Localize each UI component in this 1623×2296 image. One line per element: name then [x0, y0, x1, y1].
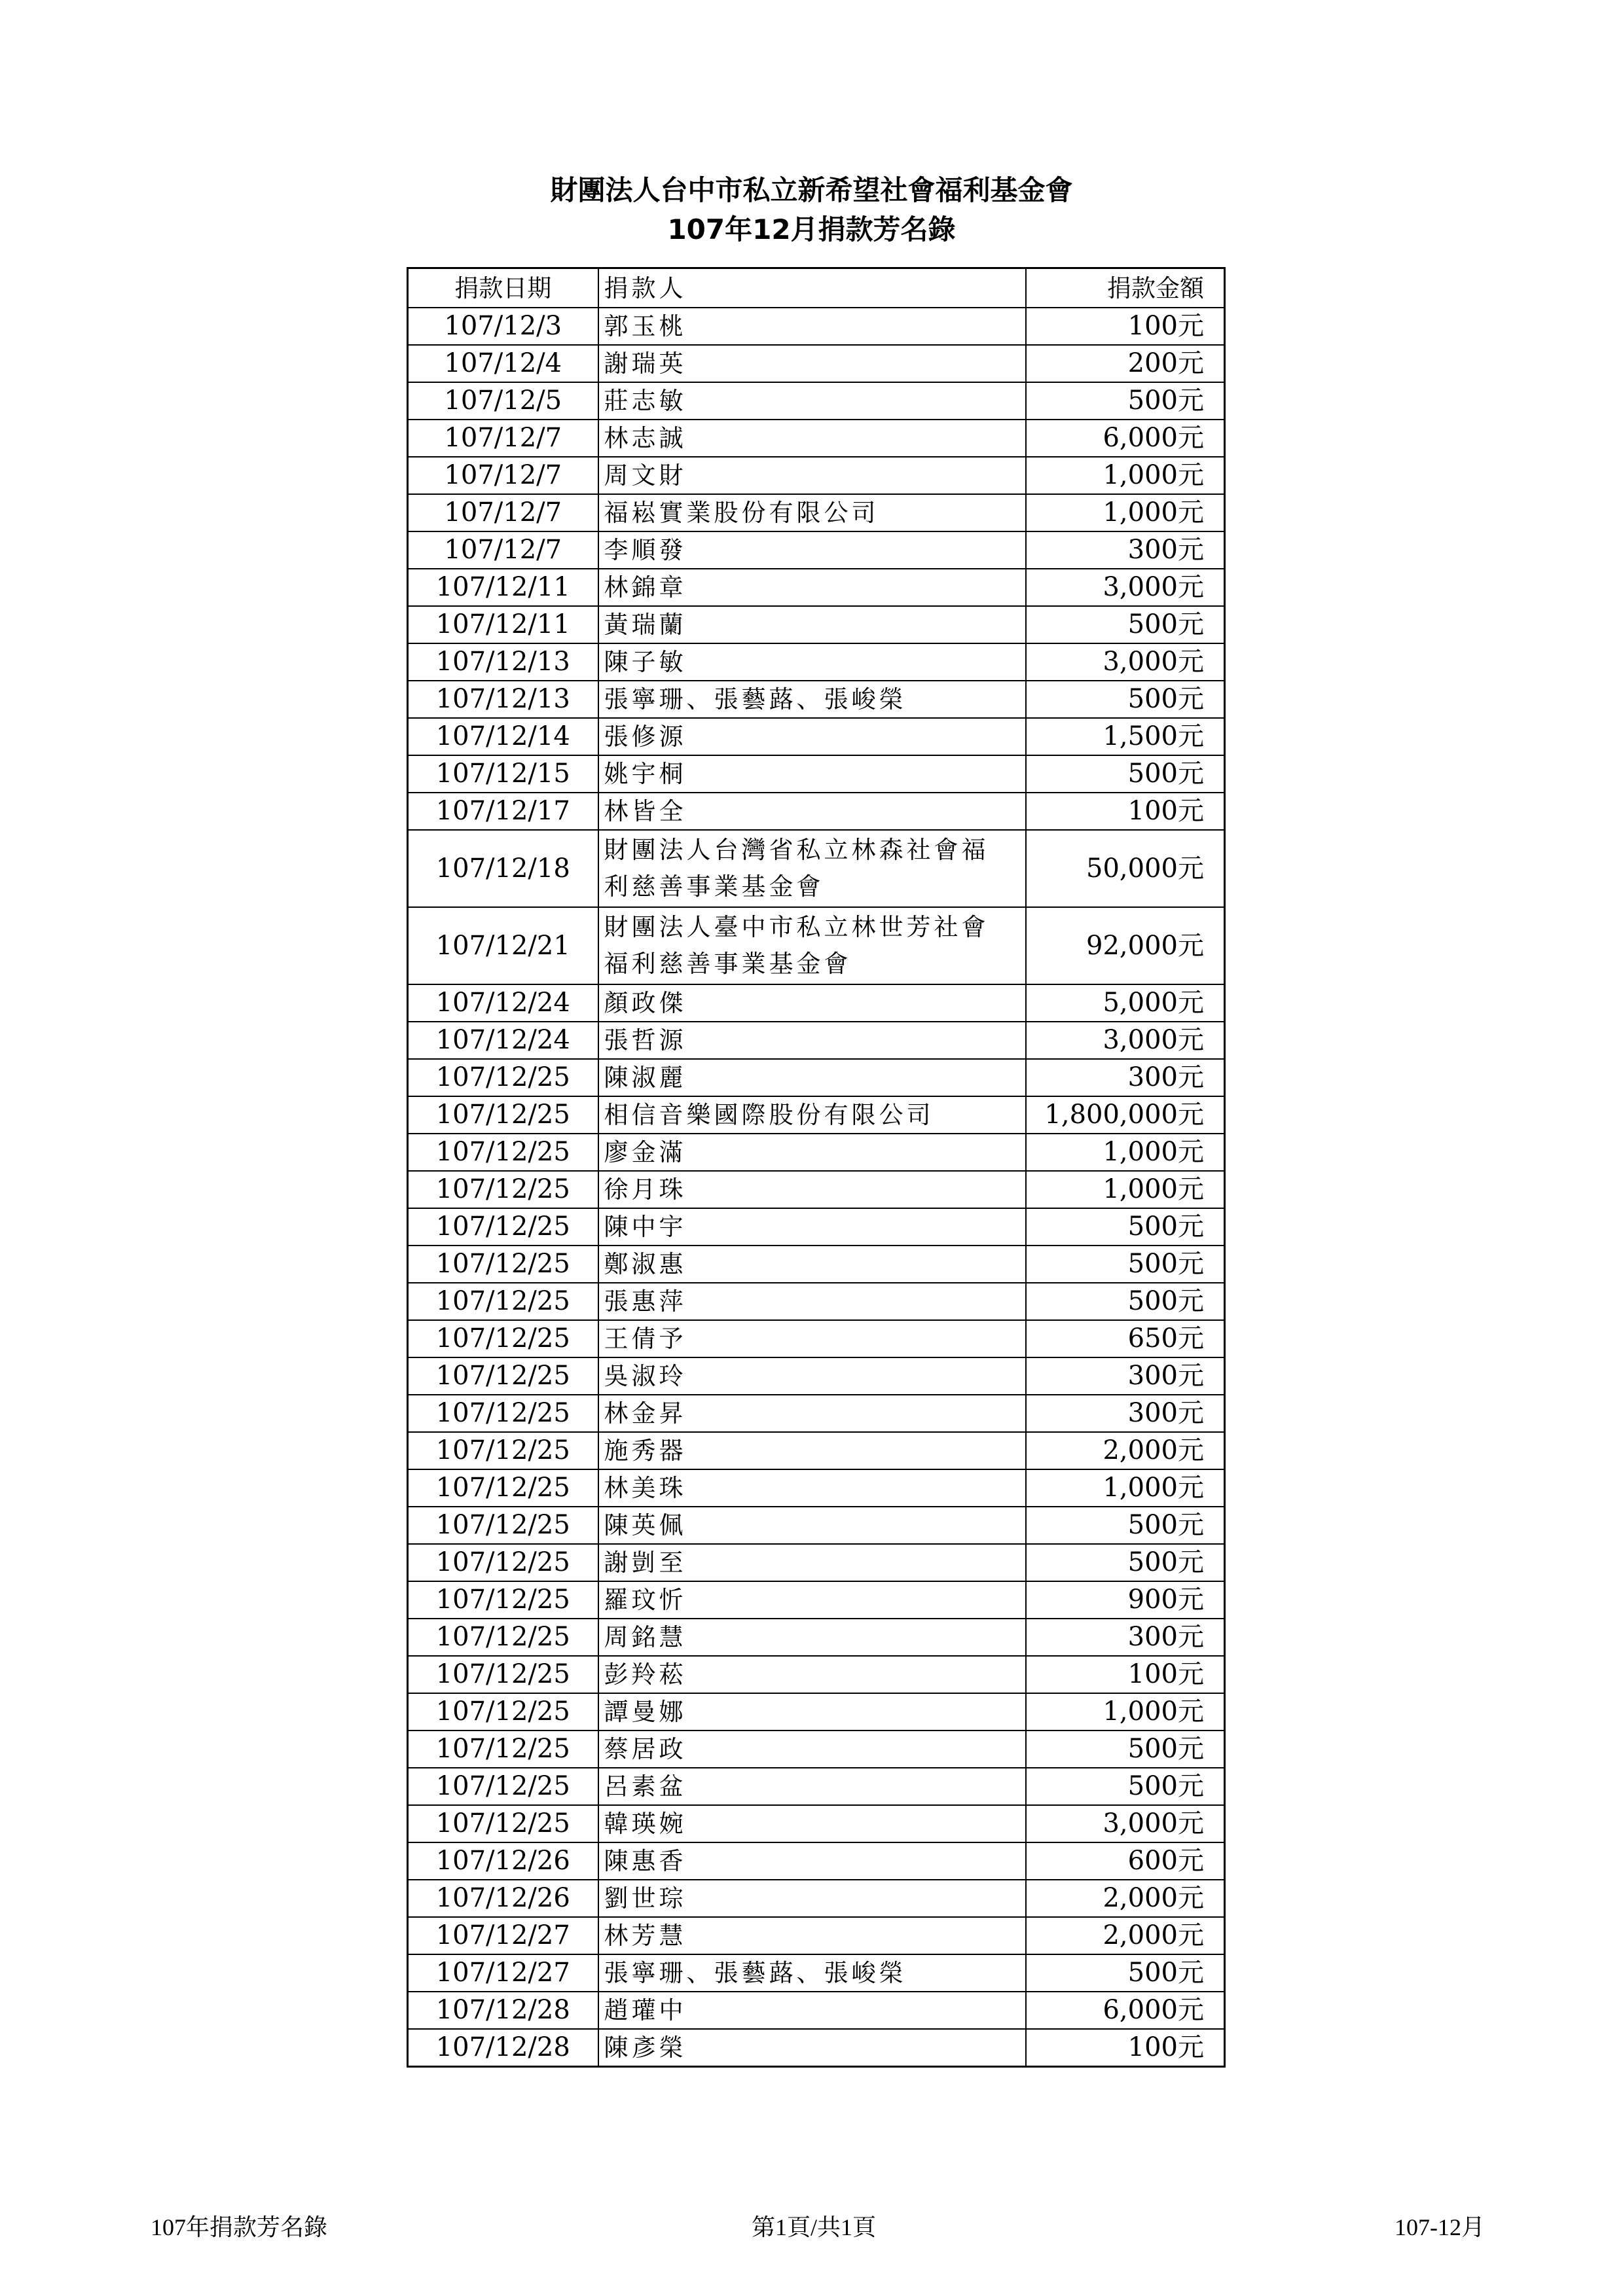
- row-amount: 100元: [1026, 793, 1225, 830]
- row-amount: 5,000元: [1026, 984, 1225, 1022]
- row-amount: 1,000元: [1026, 1171, 1225, 1208]
- table-row: [408, 531, 1225, 569]
- row-donor: 林金昇: [598, 1395, 1026, 1432]
- table-row: [408, 494, 1225, 531]
- row-amount: 2,000元: [1026, 1917, 1225, 1954]
- document-subtitle: 107年12月捐款芳名錄: [667, 213, 956, 245]
- row-donor: 張惠萍: [598, 1283, 1026, 1320]
- table-row: [408, 308, 1225, 345]
- row-amount: 92,000元: [1026, 907, 1225, 984]
- row-amount: 500元: [1026, 1246, 1225, 1283]
- row-date: 107/12/27: [408, 1954, 598, 1992]
- row-amount: 900元: [1026, 1581, 1225, 1619]
- row-donor: 財團法人台灣省私立林森社會福利慈善事業基金會: [598, 830, 1026, 907]
- row-date: 107/12/25: [408, 1469, 598, 1507]
- table-row: [408, 1544, 1225, 1581]
- table-row: [408, 1469, 1225, 1507]
- row-date: 107/12/25: [408, 1096, 598, 1134]
- row-date: 107/12/25: [408, 1581, 598, 1619]
- row-donor: 林志誠: [598, 420, 1026, 457]
- row-date: 107/12/25: [408, 1134, 598, 1171]
- row-donor: 謝剴至: [598, 1544, 1026, 1581]
- row-donor: 韓瑛婉: [598, 1805, 1026, 1842]
- row-date: 107/12/14: [408, 718, 598, 755]
- row-amount: 100元: [1026, 2029, 1225, 2067]
- row-donor: 陳彥榮: [598, 2029, 1026, 2067]
- row-donor: 陳英佩: [598, 1507, 1026, 1544]
- table-row: [408, 1096, 1225, 1134]
- table-row: [408, 1507, 1225, 1544]
- table-row: [408, 643, 1225, 681]
- row-date: 107/12/25: [408, 1246, 598, 1283]
- footer-page-number: 第1頁/共1頁: [752, 2214, 877, 2240]
- row-donor: 鄭淑惠: [598, 1246, 1026, 1283]
- row-donor: 郭玉桃: [598, 308, 1026, 345]
- row-donor: 陳子敏: [598, 643, 1026, 681]
- row-date: 107/12/13: [408, 681, 598, 718]
- row-donor: 呂素盆: [598, 1768, 1026, 1805]
- row-amount: 2,000元: [1026, 1432, 1225, 1469]
- table-row: [408, 345, 1225, 382]
- row-donor: 劉世琮: [598, 1880, 1026, 1917]
- row-donor: 張寧珊、張藝蕗、張峻榮: [598, 1954, 1026, 1992]
- row-date: 107/12/18: [408, 830, 598, 907]
- row-amount: 6,000元: [1026, 1992, 1225, 2029]
- row-donor: 陳淑麗: [598, 1059, 1026, 1096]
- row-amount: 200元: [1026, 345, 1225, 382]
- table-row: [408, 1246, 1225, 1283]
- row-amount: 500元: [1026, 382, 1225, 420]
- row-date: 107/12/13: [408, 643, 598, 681]
- row-date: 107/12/25: [408, 1320, 598, 1357]
- row-amount: 500元: [1026, 1283, 1225, 1320]
- row-date: 107/12/25: [408, 1432, 598, 1469]
- row-date: 107/12/4: [408, 345, 598, 382]
- footer-right: 107-12月: [1395, 2214, 1485, 2240]
- row-date: 107/12/25: [408, 1395, 598, 1432]
- row-date: 107/12/11: [408, 569, 598, 606]
- table-row: [408, 1581, 1225, 1619]
- row-amount: 50,000元: [1026, 830, 1225, 907]
- table-row: [408, 793, 1225, 830]
- row-date: 107/12/21: [408, 907, 598, 984]
- row-date: 107/12/7: [408, 531, 598, 569]
- row-donor: 陳惠香: [598, 1842, 1026, 1880]
- row-donor: 周文財: [598, 457, 1026, 494]
- row-amount: 300元: [1026, 1059, 1225, 1096]
- row-amount: 500元: [1026, 1544, 1225, 1581]
- row-date: 107/12/24: [408, 984, 598, 1022]
- row-date: 107/12/7: [408, 420, 598, 457]
- table-row: [408, 1395, 1225, 1432]
- row-donor: 林美珠: [598, 1469, 1026, 1507]
- row-date: 107/12/25: [408, 1544, 598, 1581]
- row-amount: 1,000元: [1026, 1134, 1225, 1171]
- table-row: [408, 457, 1225, 494]
- table-row: [408, 1357, 1225, 1395]
- row-donor: 林皆全: [598, 793, 1026, 830]
- row-donor: 羅玟忻: [598, 1581, 1026, 1619]
- row-amount: 3,000元: [1026, 569, 1225, 606]
- row-date: 107/12/26: [408, 1880, 598, 1917]
- row-date: 107/12/25: [408, 1619, 598, 1656]
- row-amount: 300元: [1026, 531, 1225, 569]
- row-donor: 周銘慧: [598, 1619, 1026, 1656]
- row-date: 107/12/24: [408, 1022, 598, 1059]
- table-row: [408, 606, 1225, 643]
- table-row: [408, 1992, 1225, 2029]
- row-date: 107/12/27: [408, 1917, 598, 1954]
- row-amount: 1,000元: [1026, 1693, 1225, 1731]
- row-date: 107/12/7: [408, 494, 598, 531]
- row-donor: 施秀器: [598, 1432, 1026, 1469]
- table-row: [408, 1059, 1225, 1096]
- row-amount: 500元: [1026, 681, 1225, 718]
- table-row: [408, 1320, 1225, 1357]
- table-row: [408, 1656, 1225, 1693]
- row-date: 107/12/25: [408, 1693, 598, 1731]
- row-date: 107/12/28: [408, 1992, 598, 2029]
- table-row: [408, 1283, 1225, 1320]
- row-donor: 姚宇桐: [598, 755, 1026, 793]
- donation-table: [407, 267, 1226, 2068]
- row-date: 107/12/25: [408, 1208, 598, 1246]
- row-date: 107/12/25: [408, 1507, 598, 1544]
- row-date: 107/12/26: [408, 1842, 598, 1880]
- row-amount: 500元: [1026, 755, 1225, 793]
- row-donor: 相信音樂國際股份有限公司: [598, 1096, 1026, 1134]
- row-date: 107/12/28: [408, 2029, 598, 2067]
- header-donor: 捐款人: [598, 268, 1026, 308]
- row-donor: 趙瓘中: [598, 1992, 1026, 2029]
- header-date: 捐款日期: [408, 268, 598, 308]
- row-donor: 彭羚菘: [598, 1656, 1026, 1693]
- row-amount: 650元: [1026, 1320, 1225, 1357]
- row-amount: 500元: [1026, 1208, 1225, 1246]
- row-date: 107/12/25: [408, 1656, 598, 1693]
- row-date: 107/12/3: [408, 308, 598, 345]
- row-amount: 2,000元: [1026, 1880, 1225, 1917]
- table-row: [408, 1731, 1225, 1768]
- row-amount: 300元: [1026, 1357, 1225, 1395]
- row-amount: 3,000元: [1026, 1022, 1225, 1059]
- header-amount: 捐款金額: [1026, 268, 1225, 308]
- row-amount: 1,000元: [1026, 1469, 1225, 1507]
- row-amount: 300元: [1026, 1395, 1225, 1432]
- row-date: 107/12/11: [408, 606, 598, 643]
- row-donor: 莊志敏: [598, 382, 1026, 420]
- table-row: [408, 1805, 1225, 1842]
- footer-left: 107年捐款芳名錄: [151, 2214, 328, 2240]
- row-date: 107/12/25: [408, 1283, 598, 1320]
- row-date: 107/12/25: [408, 1805, 598, 1842]
- row-donor: 黃瑞蘭: [598, 606, 1026, 643]
- table-row: [408, 420, 1225, 457]
- row-donor: 財團法人臺中市私立林世芳社會福利慈善事業基金會: [598, 907, 1026, 984]
- table-row: [408, 907, 1225, 984]
- table-row: [408, 1134, 1225, 1171]
- row-donor: 蔡居政: [598, 1731, 1026, 1768]
- table-row: [408, 1917, 1225, 1954]
- row-amount: 500元: [1026, 606, 1225, 643]
- table-row: [408, 830, 1225, 907]
- table-row: [408, 755, 1225, 793]
- row-donor: 顏政傑: [598, 984, 1026, 1022]
- row-donor: 吳淑玲: [598, 1357, 1026, 1395]
- row-amount: 1,500元: [1026, 718, 1225, 755]
- row-amount: 500元: [1026, 1768, 1225, 1805]
- row-donor: 張哲源: [598, 1022, 1026, 1059]
- row-donor: 徐月珠: [598, 1171, 1026, 1208]
- row-date: 107/12/25: [408, 1768, 598, 1805]
- row-amount: 100元: [1026, 1656, 1225, 1693]
- document-title: 財團法人台中市私立新希望社會福利基金會: [550, 174, 1073, 206]
- row-date: 107/12/25: [408, 1171, 598, 1208]
- table-row: [408, 1880, 1225, 1917]
- table-row: [408, 1208, 1225, 1246]
- row-donor: 張修源: [598, 718, 1026, 755]
- table-row: [408, 1619, 1225, 1656]
- row-amount: 1,000元: [1026, 494, 1225, 531]
- table-row: [408, 2029, 1225, 2067]
- row-amount: 500元: [1026, 1507, 1225, 1544]
- table-header-row: [408, 268, 1225, 308]
- row-date: 107/12/17: [408, 793, 598, 830]
- row-donor: 林芳慧: [598, 1917, 1026, 1954]
- row-date: 107/12/5: [408, 382, 598, 420]
- row-date: 107/12/25: [408, 1357, 598, 1395]
- table-row: [408, 1954, 1225, 1992]
- row-donor: 福崧實業股份有限公司: [598, 494, 1026, 531]
- row-donor: 譚曼娜: [598, 1693, 1026, 1731]
- row-amount: 100元: [1026, 308, 1225, 345]
- table-row: [408, 1171, 1225, 1208]
- row-amount: 1,800,000元: [1026, 1096, 1225, 1134]
- table-row: [408, 569, 1225, 606]
- table-body: [408, 308, 1225, 2067]
- row-donor: 林錦章: [598, 569, 1026, 606]
- table-row: [408, 1768, 1225, 1805]
- row-date: 107/12/15: [408, 755, 598, 793]
- row-date: 107/12/7: [408, 457, 598, 494]
- row-amount: 300元: [1026, 1619, 1225, 1656]
- table-row: [408, 984, 1225, 1022]
- table-row: [408, 1432, 1225, 1469]
- table-row: [408, 1842, 1225, 1880]
- row-date: 107/12/25: [408, 1059, 598, 1096]
- table-row: [408, 681, 1225, 718]
- row-amount: 6,000元: [1026, 420, 1225, 457]
- row-donor: 陳中宇: [598, 1208, 1026, 1246]
- row-donor: 廖金滿: [598, 1134, 1026, 1171]
- row-amount: 1,000元: [1026, 457, 1225, 494]
- row-donor: 謝瑞英: [598, 345, 1026, 382]
- row-amount: 3,000元: [1026, 643, 1225, 681]
- row-donor: 張寧珊、張藝蕗、張峻榮: [598, 681, 1026, 718]
- row-amount: 3,000元: [1026, 1805, 1225, 1842]
- table-row: [408, 718, 1225, 755]
- row-donor: 李順發: [598, 531, 1026, 569]
- table-row: [408, 1693, 1225, 1731]
- row-amount: 500元: [1026, 1731, 1225, 1768]
- row-amount: 500元: [1026, 1954, 1225, 1992]
- table-row: [408, 382, 1225, 420]
- row-amount: 600元: [1026, 1842, 1225, 1880]
- table-row: [408, 1022, 1225, 1059]
- row-date: 107/12/25: [408, 1731, 598, 1768]
- row-donor: 王倩予: [598, 1320, 1026, 1357]
